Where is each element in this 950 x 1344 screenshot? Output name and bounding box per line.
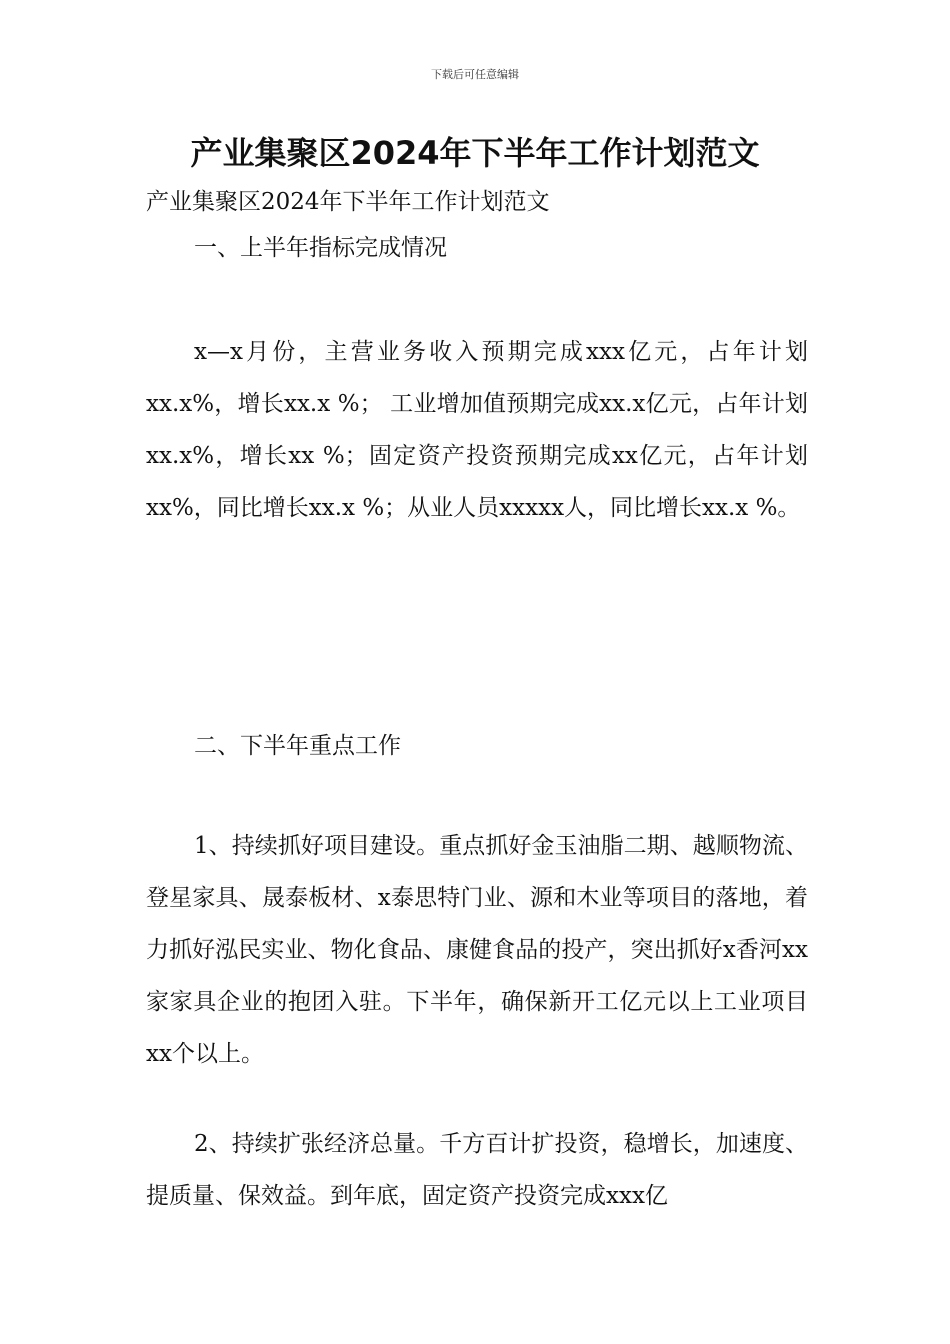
- document-subtitle: 产业集聚区2024年下半年工作计划范文: [146, 189, 550, 215]
- section-heading-2: 二、下半年重点工作: [194, 733, 401, 759]
- section-heading-1: 一、上半年指标完成情况: [194, 235, 447, 261]
- document-title: 产业集聚区2024年下半年工作计划范文: [190, 134, 760, 172]
- paragraph-economic-expansion: 2、持续扩张经济总量。千方百计扩投资，稳增长，加速度、提质量、保效益。到年底，固定资产投资完成xxx亿: [146, 1131, 808, 1209]
- page-header-note: 下载后可任意编辑: [431, 68, 519, 81]
- paragraph-indicators: x—x月份，主营业务收入预期完成xxx亿元，占年计划xx.x%，增长xx.x %； 工业增加值预期完成xx.x亿元，占年计划xx.x%，增长xx %；固定资产投资预期完成xx亿元，占年计划xx%，同比增长xx.x %；从业人员xxxxx人，同比增长xx.x %。: [146, 339, 808, 521]
- paragraph-project-construction: 1、持续抓好项目建设。重点抓好金玉油脂二期、越顺物流、登星家具、晟泰板材、x泰思特门业、源和木业等项目的落地，着力抓好泓民实业、物化食品、康健食品的投产，突出抓好x香河xx家家具企业的抱团入驻。下半年，确保新开工亿元以上工业项目xx个以上。: [146, 833, 808, 1067]
